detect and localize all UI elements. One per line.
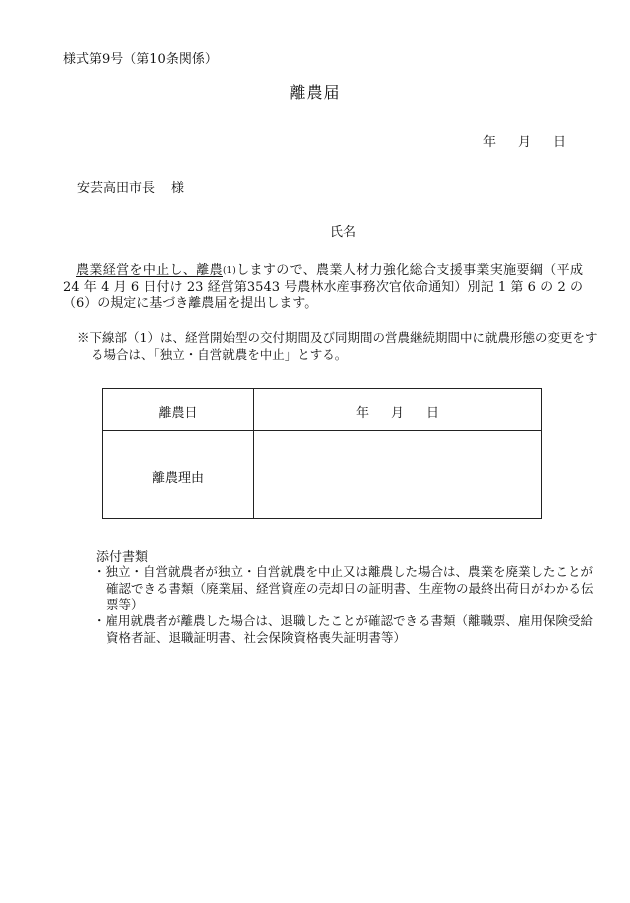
date-year-label: 年 — [483, 135, 497, 150]
addressee-name: 安芸高田市長 — [77, 181, 156, 196]
table-day-label: 日 — [426, 406, 440, 421]
table-label-reason: 離農理由 — [151, 471, 204, 486]
table-month-label: 月 — [390, 406, 404, 421]
attachments-heading: 添付書類 — [96, 550, 149, 565]
date-day-label: 日 — [553, 135, 567, 150]
underlined-phrase: 農業経営を中止し、離農 — [76, 263, 224, 278]
date-line — [483, 131, 566, 150]
date-month-label: 月 — [518, 135, 532, 150]
addressee-honorific: 様 — [171, 181, 185, 196]
attachment-item: ・雇用就農者が離農した場合は、退職したことが確認できる書類（離職票、雇用保険受給資格者証、退職証明書、社会保険資格喪失証明書等） — [93, 613, 594, 645]
reference-mark: (1) — [223, 266, 236, 276]
table-label-date: 離農日 — [158, 406, 198, 421]
attachment-item: ・独立・自営就農者が独立・自営就農を中止又は離農した場合は、農業を廃業したことが確認できる書類（廃業届、経営資産の売却日の証明書、生産物の最終出荷日がわかる伝票等） — [93, 564, 594, 612]
table-value-date[interactable] — [254, 402, 541, 421]
applicant-name-label: 氏名 — [330, 225, 357, 240]
page-title: 離農届 — [289, 83, 341, 102]
addressee — [77, 177, 184, 196]
form-number: 様式第9号（第10条関係） — [63, 52, 218, 67]
body-paragraph — [63, 263, 583, 313]
table-year-label: 年 — [355, 406, 369, 421]
info-table — [102, 388, 542, 519]
body-rest: しますので、農業人材力強化総合支援事業実施要綱（平成 24 年 4 月 6 日付け 23 経営第3543 号農林水産事務次官依命通知）別記 1 第 6 の 2 の（6）の規定に基づき離農届を提出します。 — [63, 263, 583, 311]
note: ※下線部（1）は、経営開始型の交付期間及び同期間の営農継続期間中に就農形態の変更をする場合は、「独立・自営就農を中止」とする。 — [77, 330, 598, 362]
